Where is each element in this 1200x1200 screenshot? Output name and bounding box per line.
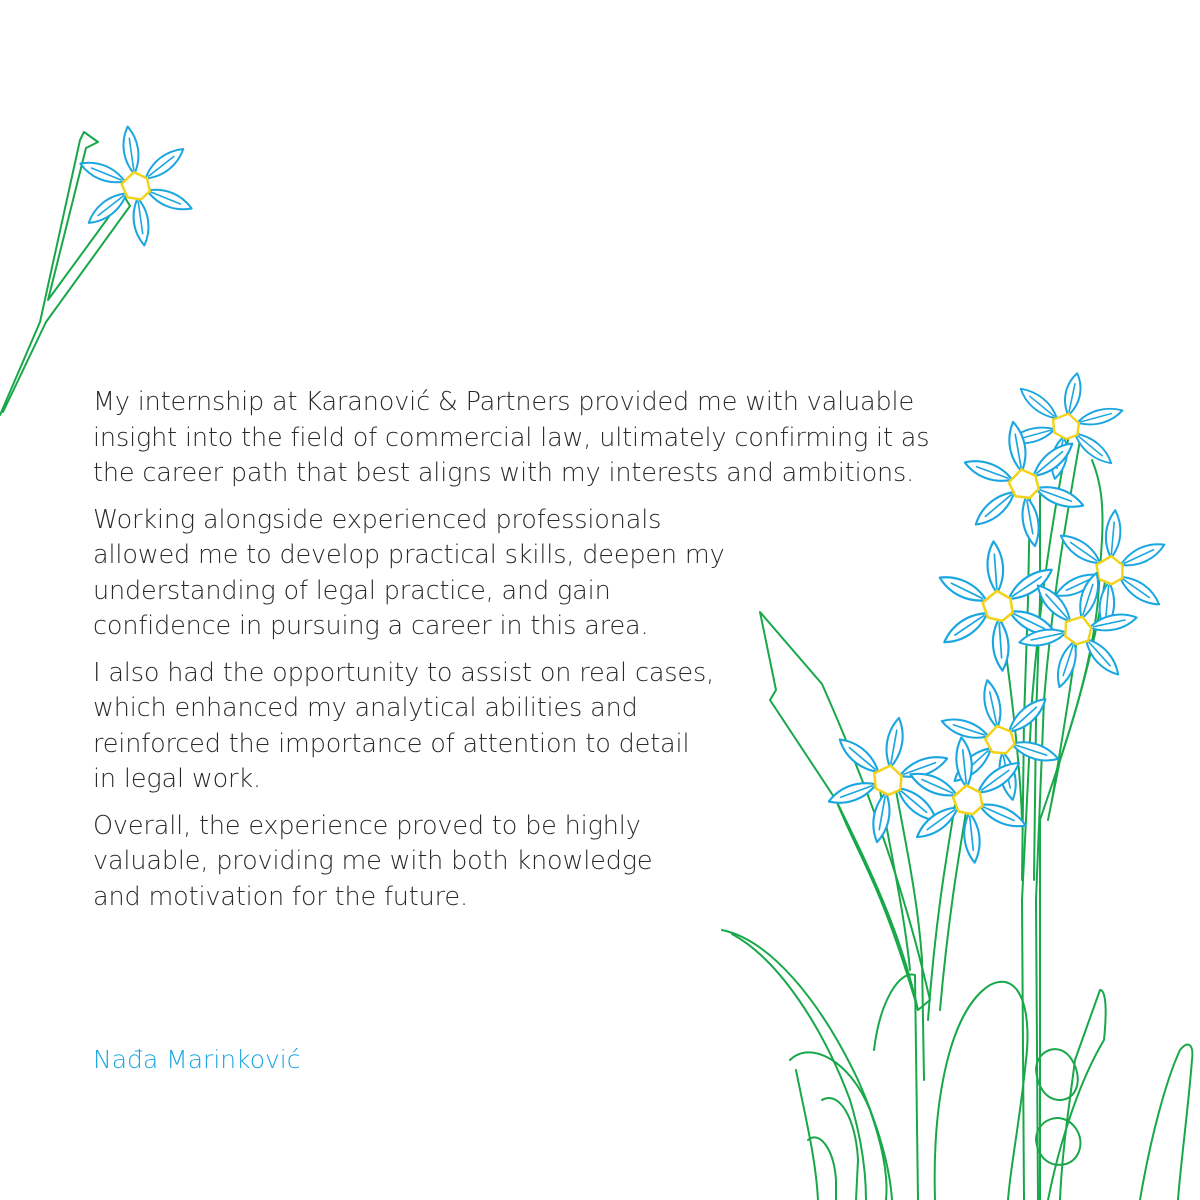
author-name: Nađa Marinković: [93, 1045, 301, 1074]
testimonial-paragraph: I also had the opportunity to assist on real cases, which enhanced my analytical abilities and reinforced the importance of attention to detail in legal work.: [93, 657, 715, 794]
top-left-daffodil-icon: [0, 119, 199, 415]
testimonial-paragraph: My internship at Karanović & Partners provided me with valuable insight into the field of commercial law, ultimately confirming it as the career path that best aligns with my interests and ambitions.: [93, 387, 930, 488]
testimonial-body: [93, 385, 973, 926]
testimonial-paragraph: Overall, the experience proved to be highly valuable, providing me with both knowledge and motivation for the future.: [93, 810, 653, 912]
testimonial-paragraph: Working alongside experienced professionals allowed me to develop practical skills, deepen my understanding of legal practice, and gain confidence in pursuing a career in this area.: [93, 504, 725, 641]
